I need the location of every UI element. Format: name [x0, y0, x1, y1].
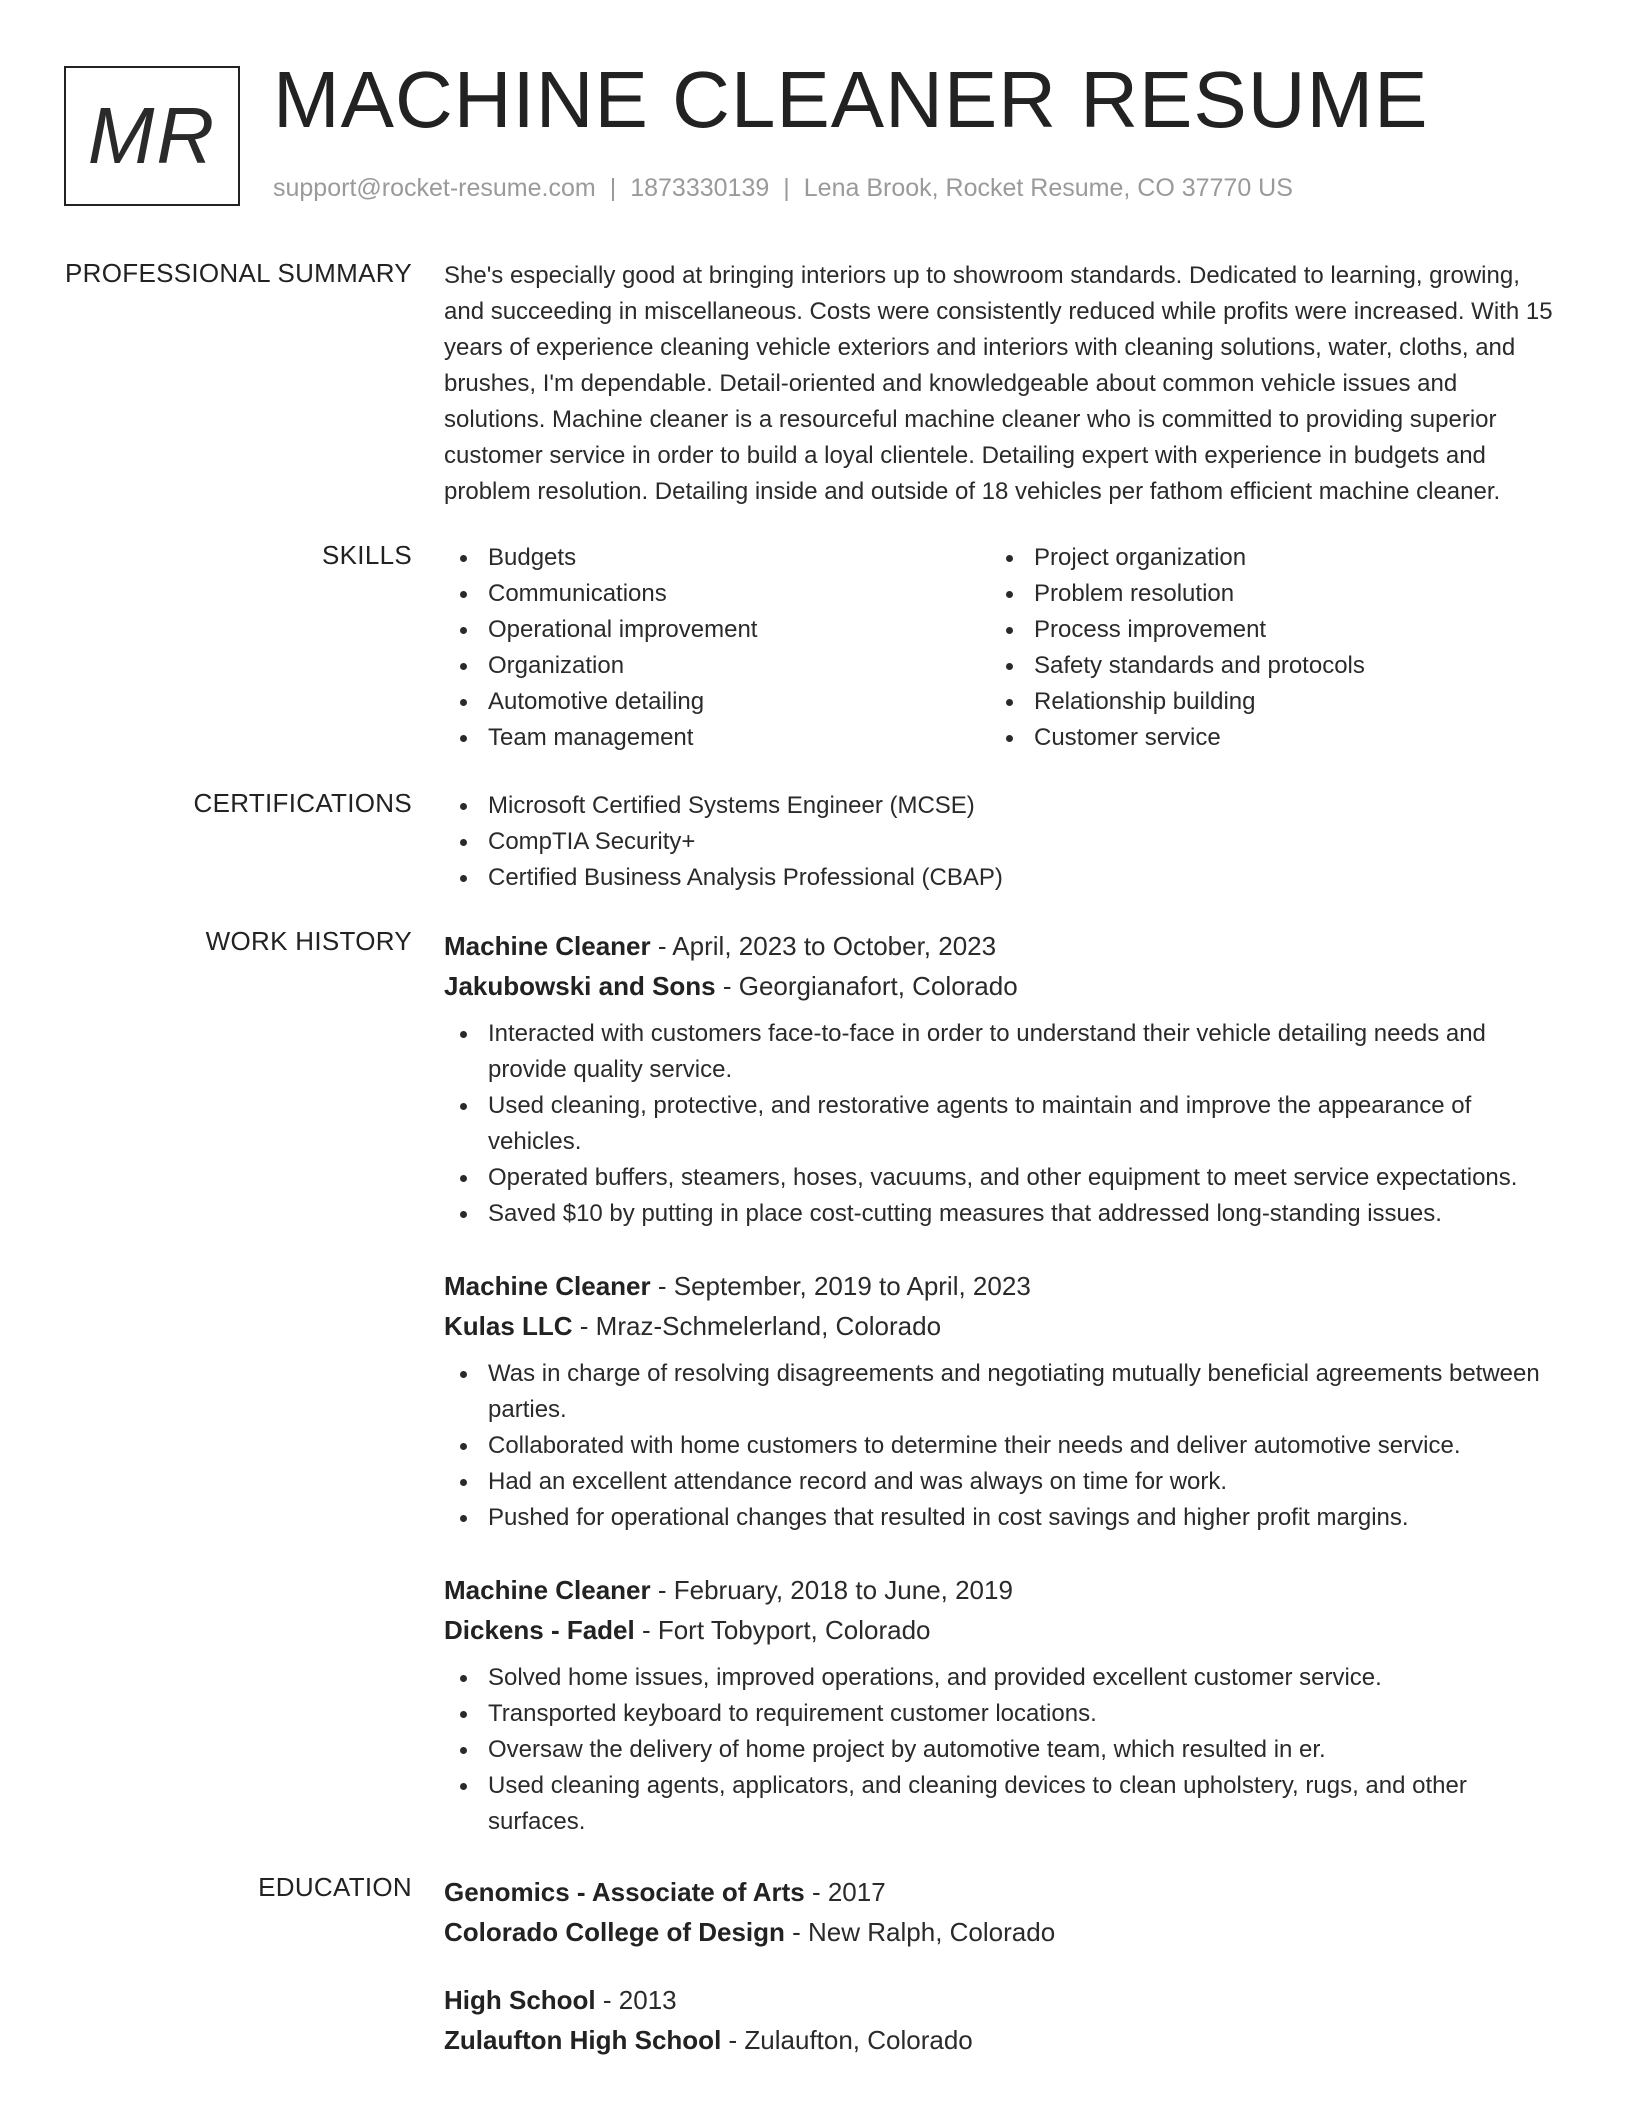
job-location: - Fort Tobyport, Colorado	[634, 1615, 931, 1645]
job-duty-item: Saved $10 by putting in place cost-cutting measures that addressed long-standing issues.	[444, 1196, 1564, 1232]
education-degree: High School	[444, 1985, 596, 2015]
contact-address: Lena Brook, Rocket Resume, CO 37770 US	[803, 174, 1293, 202]
section-label-skills: SKILLS	[322, 540, 412, 570]
job-duty-item: Had an excellent attendance record and was always on time for work.	[444, 1464, 1564, 1500]
job-duty-item: Transported keyboard to requirement customer locations.	[444, 1696, 1564, 1732]
job-company-line	[444, 966, 1564, 1006]
job-duty-item: Used cleaning, protective, and restorative agents to maintain and improve the appearance of vehicles.	[444, 1088, 1564, 1160]
job-duties-list	[444, 1016, 1564, 1232]
skill-item: Relationship building	[990, 684, 1536, 720]
job-duties-list	[444, 1356, 1564, 1536]
job-company: Kulas LLC	[444, 1311, 573, 1341]
skill-item: Communications	[444, 576, 990, 612]
skill-item: Process improvement	[990, 612, 1536, 648]
job-duty-item: Solved home issues, improved operations, and provided excellent customer service.	[444, 1660, 1564, 1696]
job-company: Jakubowski and Sons	[444, 971, 716, 1001]
section-label-summary: PROFESSIONAL SUMMARY	[65, 258, 412, 288]
contact-line	[273, 174, 1293, 203]
job-title: Machine Cleaner	[444, 1271, 651, 1301]
education-degree: Genomics - Associate of Arts	[444, 1877, 805, 1907]
job-company-line	[444, 1610, 1564, 1650]
skill-item: Problem resolution	[990, 576, 1536, 612]
job-duty-item: Oversaw the delivery of home project by automotive team, which resulted in er.	[444, 1732, 1564, 1768]
skill-item: Budgets	[444, 540, 990, 576]
job-title-line	[444, 1570, 1564, 1610]
education-degree-line	[444, 1980, 1564, 2020]
skill-item: Project organization	[990, 540, 1536, 576]
certification-item: Certified Business Analysis Professional (CBAP)	[444, 860, 1564, 896]
education-school: Zulaufton High School	[444, 2025, 722, 2055]
skill-item: Automotive detailing	[444, 684, 990, 720]
job-duty-item: Interacted with customers face-to-face in order to understand their vehicle detailing needs and provide quality service.	[444, 1016, 1564, 1088]
skill-item: Team management	[444, 720, 990, 756]
section-label-work-history: WORK HISTORY	[205, 926, 412, 956]
education-school-line	[444, 1912, 1564, 1952]
job-duty-item: Collaborated with home customers to determine their needs and deliver automotive service.	[444, 1428, 1564, 1464]
job-dates: - February, 2018 to June, 2019	[650, 1575, 1013, 1605]
job-title-line	[444, 926, 1564, 966]
job-company-line	[444, 1306, 1564, 1346]
job-entry	[444, 1570, 1564, 1840]
job-dates: - September, 2019 to April, 2023	[650, 1271, 1031, 1301]
education-entry	[444, 1980, 1564, 2060]
summary-text: She's especially good at bringing interiors up to showroom standards. Dedicated to learning, growing, and succeeding in miscellaneous. Costs were consistently reduced while profits were increased. With 15 years of experience cleaning vehicle exteriors and interiors with cleaning solutions, water, cloths, and brushes, I'm dependable. Detail-oriented and knowledgeable about common vehicle issues and solutions. Machine cleaner is a resourceful machine cleaner who is committed to providing superior customer service in order to build a loyal clientele. Detailing expert with experience in budgets and problem resolution. Detailing inside and outside of 18 vehicles per fathom efficient machine cleaner.	[444, 262, 1553, 505]
job-duty-item: Was in charge of resolving disagreements and negotiating mutually beneficial agreements between parties.	[444, 1356, 1564, 1428]
certifications-list	[444, 788, 1564, 896]
job-company: Dickens - Fadel	[444, 1615, 635, 1645]
skills-list-left	[444, 540, 990, 756]
job-duty-item: Operated buffers, steamers, hoses, vacuums, and other equipment to meet service expectations.	[444, 1160, 1564, 1196]
skills-list-right	[990, 540, 1536, 756]
education-degree-line	[444, 1872, 1564, 1912]
skill-item: Operational improvement	[444, 612, 990, 648]
job-title-line	[444, 1266, 1564, 1306]
education-location: - Zulaufton, Colorado	[721, 2025, 973, 2055]
job-title: Machine Cleaner	[444, 1575, 651, 1605]
resume-title: MACHINE CLEANER RESUME	[273, 55, 1429, 144]
job-location: - Georgianafort, Colorado	[715, 971, 1018, 1001]
job-location: - Mraz-Schmelerland, Colorado	[572, 1311, 942, 1341]
certification-item: Microsoft Certified Systems Engineer (MCSE)	[444, 788, 1564, 824]
job-dates: - April, 2023 to October, 2023	[650, 931, 997, 961]
skills-columns	[444, 540, 1564, 756]
education-year: - 2017	[804, 1877, 886, 1907]
skill-item: Customer service	[990, 720, 1536, 756]
job-duty-item: Pushed for operational changes that resulted in cost savings and higher profit margins.	[444, 1500, 1564, 1536]
education-school-line	[444, 2020, 1564, 2060]
contact-phone: 1873330139	[630, 174, 770, 202]
job-entry	[444, 926, 1564, 1232]
contact-separator: |	[783, 174, 790, 202]
contact-email: support@rocket-resume.com	[273, 174, 596, 202]
contact-separator: |	[609, 174, 617, 202]
job-entry	[444, 1266, 1564, 1536]
job-duties-list	[444, 1660, 1564, 1840]
education-location: - New Ralph, Colorado	[784, 1917, 1056, 1947]
education-entry	[444, 1872, 1564, 1952]
section-label-education: EDUCATION	[258, 1872, 412, 1902]
certification-item: CompTIA Security+	[444, 824, 1564, 860]
job-title: Machine Cleaner	[444, 931, 651, 961]
section-label-certifications: CERTIFICATIONS	[193, 788, 412, 818]
education-school: Colorado College of Design	[444, 1917, 785, 1947]
monogram-logo: MR	[64, 66, 240, 206]
job-duty-item: Used cleaning agents, applicators, and cleaning devices to clean upholstery, rugs, and other surfaces.	[444, 1768, 1564, 1840]
education-year: - 2013	[595, 1985, 677, 2015]
skill-item: Organization	[444, 648, 990, 684]
skill-item: Safety standards and protocols	[990, 648, 1536, 684]
